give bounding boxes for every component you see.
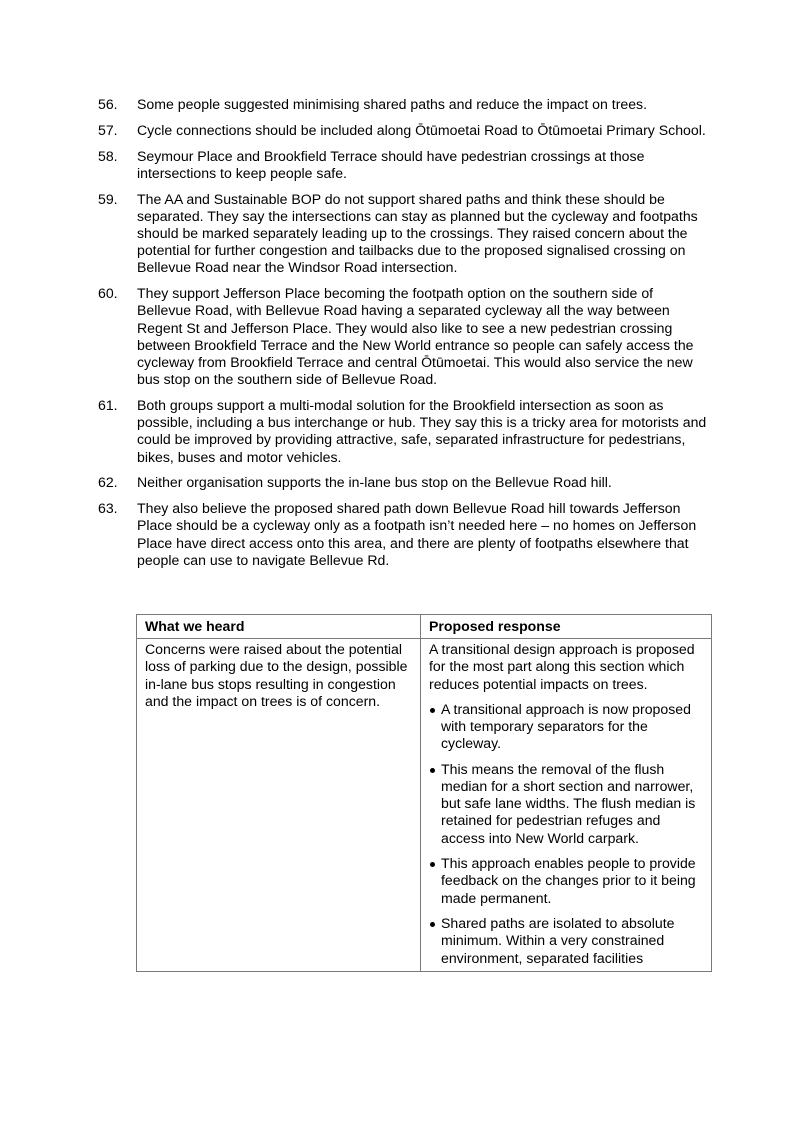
item-text: Neither organisation supports the in-lane bus stop on the Bellevue Road hill.: [137, 474, 612, 491]
response-intro: A transitional design approach is proposed for the most part along this section which reduces potential impacts on trees.: [429, 641, 695, 692]
item-number: 62.: [98, 474, 118, 491]
item-text: Some people suggested minimising shared paths and reduce the impact on trees.: [137, 96, 648, 112]
list-item: [98, 397, 710, 466]
item-text: Both groups support a multi-modal solution for the Brookfield intersection as soon as possible, including a bus interchange or hub. They say this is a tricky area for motorists and could be improved by providing attractive, safe, separated infrastructure for pedestrians, bikes, buses and motor vehicles.: [137, 397, 707, 465]
bullet-item: This means the removal of the flush median for a short section and narrower, but safe lane widths. The flush median is retained for pedestrian refuges and access into New World carpark.: [429, 761, 703, 847]
item-number: 60.: [98, 285, 118, 302]
list-item: [98, 122, 710, 139]
header-proposed-response: Proposed response: [421, 615, 712, 639]
item-text: They also believe the proposed shared path down Bellevue Road hill towards Jefferson Place should be a cycleway only as a footpath isn’t needed here – no homes on Jefferson Place have direct access onto this area, and there are plenty of footpaths elsewhere that people can use to navigate Bellevue Rd.: [137, 500, 697, 568]
item-text: The AA and Sustainable BOP do not support shared paths and think these should be separated. They say the intersections can stay as planned but the cycleway and footpaths should be marked separately leading up to the crossings. They raised concern about the potential for further congestion and tailbacks due to the proposed signalised crossing on Bellevue Road near the Windsor Road intersection.: [137, 190, 698, 276]
item-number: 57.: [98, 121, 118, 138]
bullet-item: A transitional approach is now proposed with temporary separators for the cycleway.: [429, 701, 703, 753]
bullet-item: This approach enables people to provide feedback on the changes prior to it being made permanent.: [429, 855, 703, 907]
header-what-we-heard: What we heard: [137, 615, 421, 639]
list-item: [98, 500, 710, 569]
numbered-list: [98, 96, 710, 578]
list-item: [98, 285, 710, 388]
response-bullets: [429, 701, 703, 967]
response-cell: [421, 639, 712, 972]
list-item: [98, 96, 710, 113]
item-text: Cycle connections should be included along Ōtūmoetai Road to Ōtūmoetai Primary School.: [137, 121, 706, 138]
bullet-item: Shared paths are isolated to absolute minimum. Within a very constrained environment, separated facilities: [429, 915, 703, 967]
table-header-row: [137, 615, 712, 639]
table-row: [137, 639, 712, 972]
item-number: 59.: [98, 190, 118, 207]
item-number: 56.: [98, 96, 118, 112]
item-number: 58.: [98, 147, 118, 164]
item-text: They support Jefferson Place becoming the footpath option on the southern side of Bellevue Road, with Bellevue Road having a separated cycleway all the way between Regent St and Jefferson Place. They would also like to see a new pedestrian crossing between Brookfield Terrace and the New World entrance so people can safely access the cycleway from Brookfield Terrace and central Ōtūmoetai. This would also service the new bus stop on the southern side of Bellevue Road.: [137, 285, 694, 388]
heard-text: Concerns were raised about the potential loss of parking due to the design, possible in-lane bus stops resulting in congestion and the impact on trees is of concern.: [145, 641, 408, 709]
item-number: 63.: [98, 500, 118, 517]
response-table: [136, 614, 712, 972]
heard-cell: [137, 639, 421, 972]
item-text: Seymour Place and Brookfield Terrace should have pedestrian crossings at those intersections to keep people safe.: [137, 147, 645, 181]
list-item: [98, 474, 710, 491]
list-item: [98, 191, 710, 277]
list-item: [98, 148, 710, 182]
item-number: 61.: [98, 397, 118, 414]
